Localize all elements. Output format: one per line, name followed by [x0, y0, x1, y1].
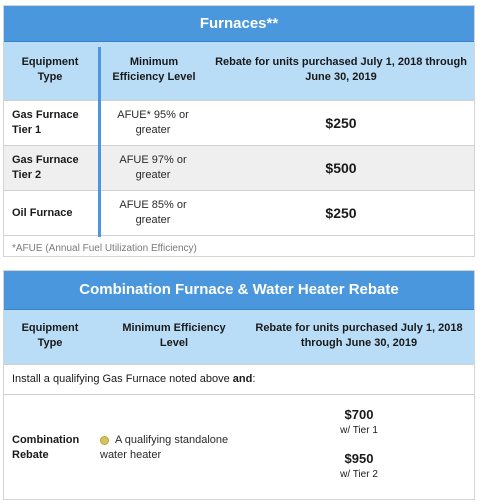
rebate-amount: $250: [325, 115, 357, 131]
rebate-amount: $700: [344, 407, 374, 422]
instruction-and: and: [232, 373, 253, 385]
equipment-type-cell: Oil Furnace: [12, 207, 73, 219]
table-row: [4, 394, 474, 500]
header-rebate-period: Rebate for units purchased July 1, 2018 through June 30, 2019: [215, 56, 467, 83]
equipment-type-cell: Gas Furnace Tier 1: [12, 109, 79, 136]
efficiency-cell: [100, 433, 240, 463]
efficiency-text: A qualifying standalone water heater: [100, 434, 229, 461]
combo-header-row: [4, 310, 474, 364]
rebate-tier-note: w/ Tier 1: [340, 425, 378, 436]
combo-title: Combination Furnace & Water Heater Rebate: [4, 271, 474, 310]
table-row: [4, 100, 474, 145]
instruction-row: [4, 364, 474, 394]
header-equipment-type: Equipment Type: [21, 56, 79, 83]
rebate-amount: $950: [344, 451, 374, 466]
column-divider: [98, 47, 101, 237]
table-row: [4, 190, 474, 235]
efficiency-cell: AFUE 97% or greater: [119, 154, 187, 181]
header-equipment-type: Equipment Type: [21, 322, 79, 349]
furnaces-title: Furnaces**: [4, 6, 474, 42]
combo-rebate-table: [3, 270, 475, 500]
furnaces-header-row: [4, 42, 474, 100]
header-minimum-efficiency: Minimum Efficiency Level: [112, 56, 196, 83]
furnaces-table: [3, 5, 475, 257]
rebate-amount: $500: [325, 160, 357, 176]
afue-footnote: *AFUE (Annual Fuel Utilization Efficiency): [12, 243, 197, 254]
efficiency-cell: AFUE* 95% or greater: [117, 109, 189, 136]
header-minimum-efficiency: Minimum Efficiency Level: [122, 322, 226, 349]
rebate-tier-note: w/ Tier 2: [340, 469, 378, 480]
footnote-row: [4, 235, 474, 262]
bullet-icon: [100, 436, 109, 445]
instruction-suffix: :: [252, 373, 256, 385]
instruction-prefix: Install a qualifying Gas Furnace noted above: [12, 373, 233, 385]
efficiency-cell: AFUE 85% or greater: [119, 199, 187, 226]
rebate-amount: $250: [325, 205, 357, 221]
equipment-type-cell: Combination Rebate: [12, 434, 80, 461]
header-rebate-period: Rebate for units purchased July 1, 2018 through June 30, 2019: [255, 322, 463, 349]
equipment-type-cell: Gas Furnace Tier 2: [12, 154, 79, 181]
table-row: [4, 145, 474, 190]
instruction-text: [12, 373, 255, 385]
